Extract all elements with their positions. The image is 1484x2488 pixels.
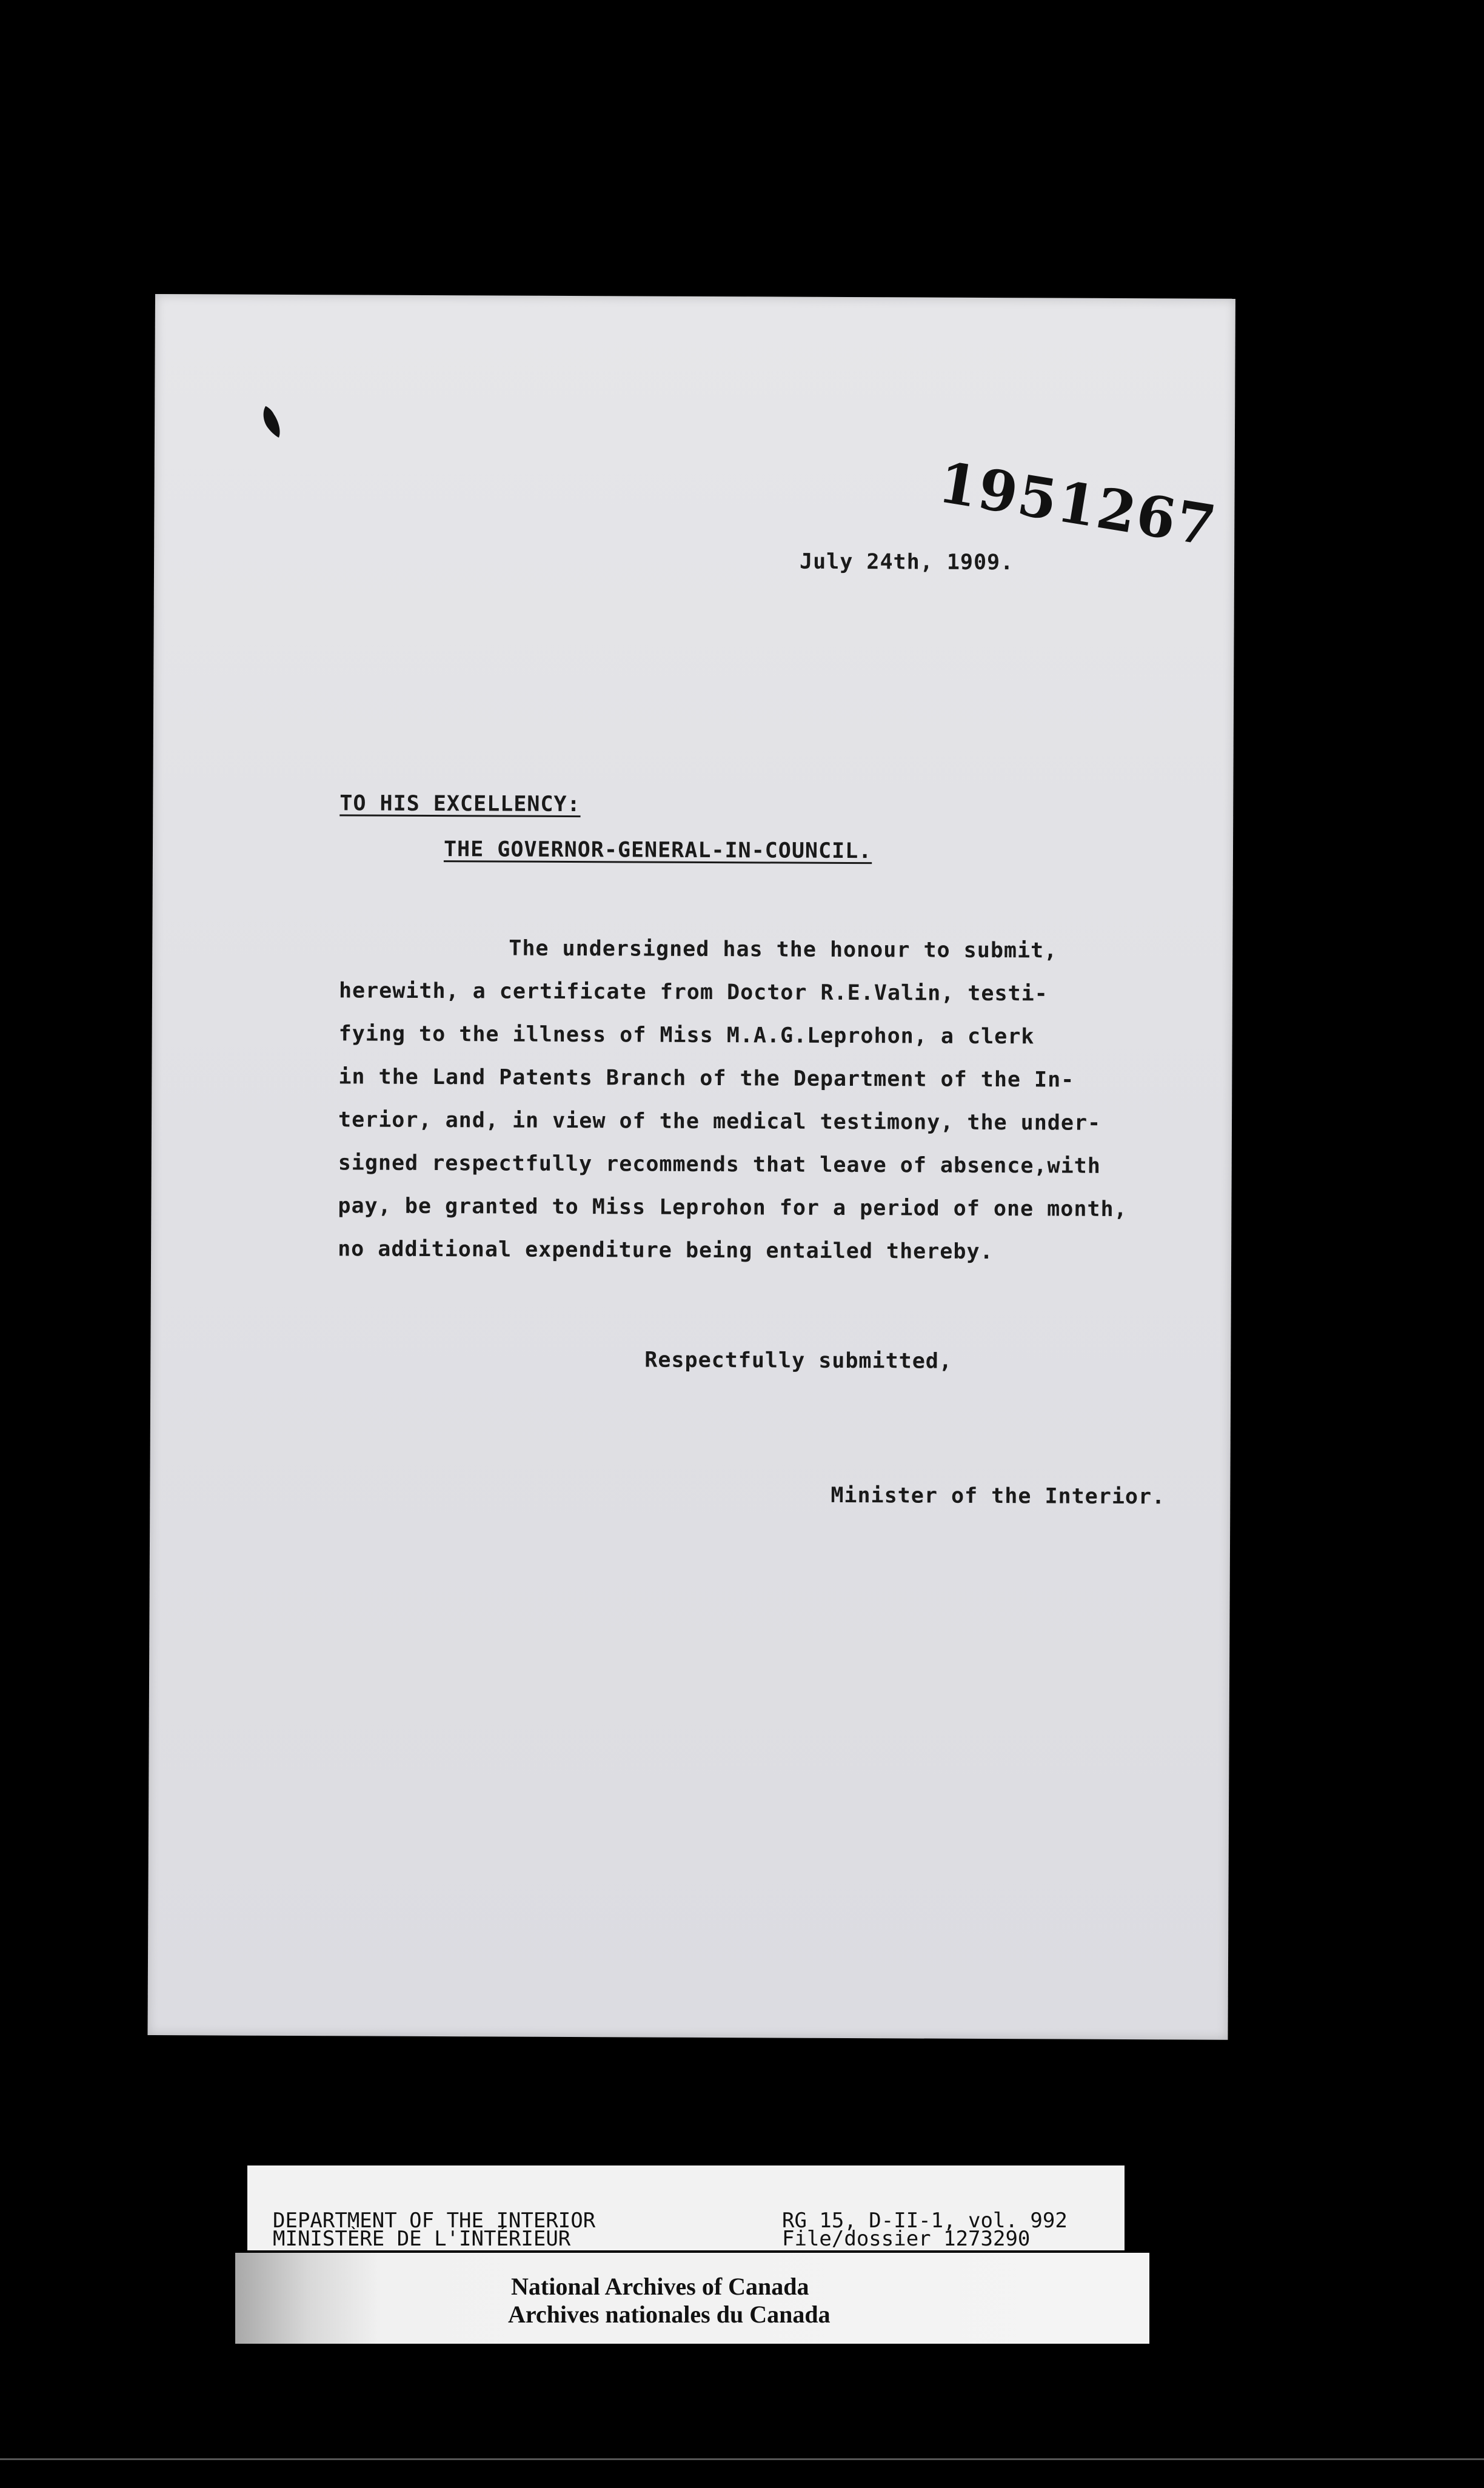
closing-line: Respectfully submitted, [644, 1348, 953, 1374]
department-name-en: DEPARTMENT OF THE INTERIOR [273, 2209, 596, 2233]
archives-label-strip [235, 2253, 1149, 2344]
body-line: pay, be granted to Miss Leprohon for a period of one month, [338, 1194, 1128, 1222]
body-line: herewith, a certificate from Doctor R.E.Valin, testi- [338, 978, 1048, 1006]
letter-date: July 24th, 1909. [799, 549, 1014, 575]
archive-reference: RG 15, D-II-1, vol. 992 [782, 2209, 1068, 2233]
addressee-line-2: THE GOVERNOR-GENERAL-IN-COUNCIL. [443, 837, 872, 864]
department-name-fr: MINISTÈRE DE L'INTÉRIEUR [273, 2227, 571, 2251]
body-line: The undersigned has the honour to submit, [509, 936, 1058, 963]
body-line: in the Land Patents Branch of the Department of the In- [338, 1065, 1075, 1092]
body-line: no additional expenditure being entailed thereby. [338, 1237, 994, 1265]
archives-name-en: National Archives of Canada [511, 2273, 809, 2300]
file-number-stamp: 1951267 [934, 449, 1222, 560]
paperclip-mark-icon [261, 404, 282, 440]
archives-name-fr: Archives nationales du Canada [508, 2301, 831, 2328]
body-line: fying to the illness of Miss M.A.G.Leprohon, a clerk [338, 1022, 1035, 1049]
scan-edge-divider [0, 2458, 1484, 2460]
signature-title: Minister of the Interior. [831, 1483, 1166, 1510]
department-label-strip [247, 2165, 1125, 2250]
archive-file-number: File/dossier 1273290 [782, 2227, 1031, 2251]
letter-sheet [147, 294, 1235, 2040]
addressee-line-1: TO HIS EXCELLENCY: [339, 791, 581, 817]
body-line: terior, and, in view of the medical testimony, the under- [338, 1108, 1101, 1135]
body-line: signed respectfully recommends that leave of absence,with [338, 1151, 1101, 1179]
